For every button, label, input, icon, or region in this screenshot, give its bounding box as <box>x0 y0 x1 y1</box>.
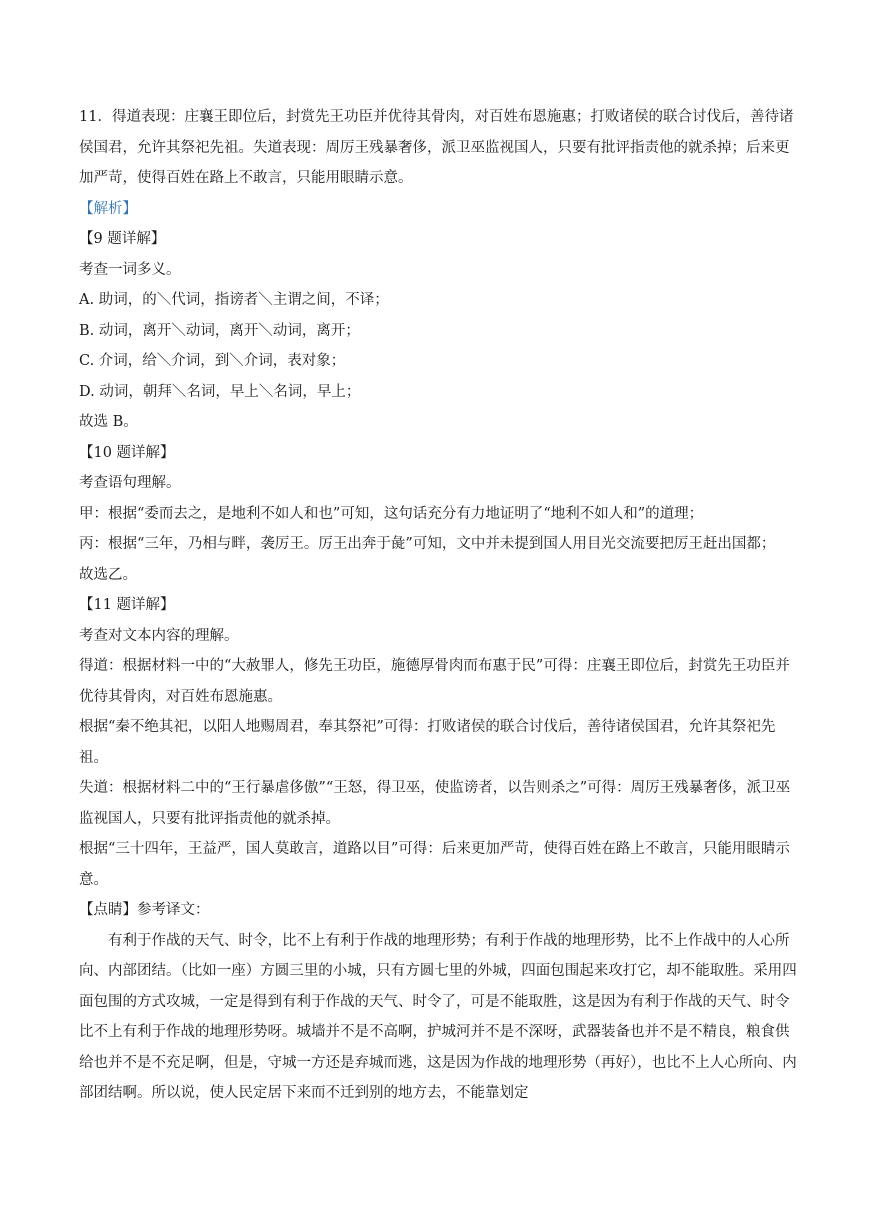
q9-heading: 【9 题详解】 <box>79 231 166 247</box>
answer-11: 11．得道表现：庄襄王即位后，封赏先王功臣并优待其骨肉，对百姓布恩施惠；打败诸侯的联合讨伐后，善待诸侯国君，允许其祭祀先祖。失道表现：周厉王残暴奢侈，派卫巫监视国人，只要有批评指责他的就杀掉；后来更加严苛，使得百姓在路上不敢言，只能用眼睛示意。 <box>79 109 794 186</box>
analysis-label: 【解析】 <box>79 200 137 217</box>
q11-paragraph-2: 根据“秦不绝其祀，以阳人地赐周君，奉其祭祀”可得：打败诸侯的联合讨伐后，善待诸侯国君，允许其祭祀先祖。 <box>79 719 776 766</box>
q11-heading: 【11 题详解】 <box>79 597 175 613</box>
q11-intro: 考查对文本内容的理解。 <box>79 627 239 644</box>
q10-jia: 甲：根据“委而去之，是地利不如人和也”可知，这句话充分有力地证明了“地利不如人和”的道理； <box>79 505 704 522</box>
dianjing-heading: 【点睛】参考译文： <box>79 902 210 918</box>
q10-bing: 丙：根据“三年，乃相与畔，袭厉王。厉王出奔于彘”可知，文中并未提到国人用目光交流要把厉王赶出国都； <box>79 536 776 552</box>
q11-paragraph-1: 得道：根据材料一中的“大赦罪人，修先王功臣，施德厚骨肉而布惠于民”可得：庄襄王即位后，封赏先王功臣并优待其骨肉，对百姓布恩施惠。 <box>79 658 790 705</box>
q9-option-b: B. 动词，离开＼动词，离开＼动词，离开； <box>79 322 360 339</box>
q9-option-a: A. 助词，的＼代词，指谤者＼主谓之间，不译； <box>79 292 389 308</box>
translation-paragraph: 有利于作战的天气、时令，比不上有利于作战的地理形势；有利于作战的地理形势，比不上作战中的人心所向、内部团结。（比如一座）方圆三里的小城，只有方圆七里的外城，四面包围起来攻打它，却不能取胜。采用四面包围的方式攻城，一定是得到有利于作战的天气、时令了，可是不能取胜，这是因为有利于作战的天气、时令比不上有利于作战的地理形势呀。城墙并不是不高啊，护城河并不是不深呀，武器装备也并不是不精良，粮食供给也并不是不充足啊，但是，守城一方还是弃城而逃，这是因为作战的地理形势（再好），也比不上人心所向、内部团结啊。所以说，使人民定居下来而不迁到别的地方去，不能靠划定 <box>79 932 797 1101</box>
document-body <box>79 102 799 1109</box>
q10-answer: 故选乙。 <box>79 566 137 583</box>
q10-heading: 【10 题详解】 <box>79 444 175 461</box>
q10-intro: 考查语句理解。 <box>79 475 181 491</box>
q9-option-d: D. 动词，朝拜＼名词，早上＼名词，早上； <box>79 383 361 400</box>
q11-paragraph-4: 根据“三十四年，王益严，国人莫敢言，道路以目”可得：后来更加严苛，使得百姓在路上不敢言，只能用眼睛示意。 <box>79 841 790 888</box>
q11-paragraph-3: 失道：根据材料二中的“王行暴虐侈傲”“王怒，得卫巫，使监谤者，以告则杀之”可得：周厉王残暴奢侈，派卫巫监视国人，只要有批评指责他的就杀掉。 <box>79 780 791 827</box>
q9-intro: 考查一词多义。 <box>79 261 181 278</box>
q9-option-c: C. 介词，给＼介词，到＼介词，表对象； <box>79 353 346 369</box>
q9-answer: 故选 B。 <box>79 414 138 430</box>
